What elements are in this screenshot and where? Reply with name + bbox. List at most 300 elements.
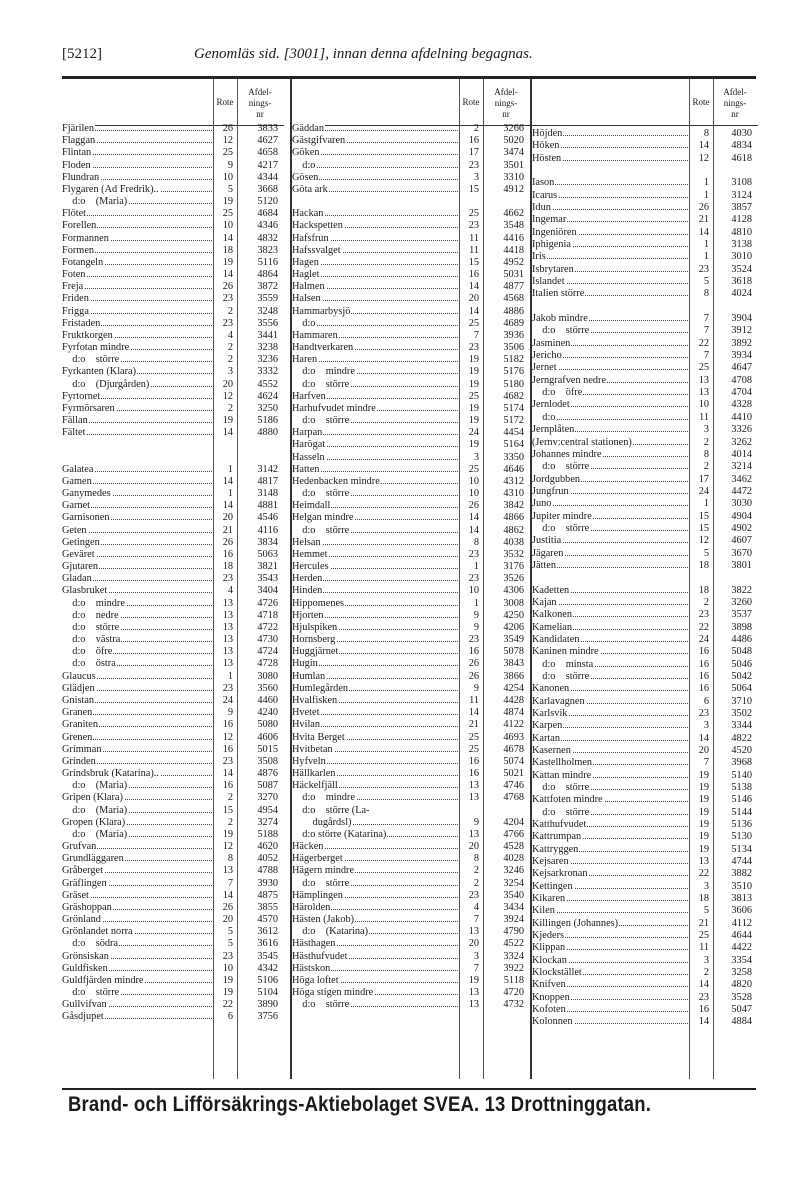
rote-value: 2: [227, 342, 233, 354]
block-name-text: Glaucus: [62, 670, 96, 682]
afdelning-value: 5078: [503, 646, 524, 658]
list-item: [532, 992, 758, 1004]
rote-value: 23: [468, 220, 479, 232]
block-name: [532, 362, 688, 373]
afdelning-value: 4766: [503, 828, 524, 840]
list-item: [62, 366, 284, 378]
list-item: [292, 585, 532, 597]
block-name: [292, 573, 458, 584]
list-item: [292, 890, 532, 902]
rote-value: 13: [698, 856, 709, 868]
list-item: [62, 525, 284, 537]
rote-value: 3: [703, 880, 709, 892]
block-name-text: Jasminen: [532, 337, 571, 349]
afdelning-value: 3540: [503, 889, 524, 901]
block-name: [62, 318, 212, 329]
rote-value: 4: [227, 329, 233, 341]
rote-value: 6: [227, 1011, 233, 1023]
block-name: [62, 792, 212, 803]
afdelning-value: 4627: [257, 135, 278, 147]
rote-value: 20: [468, 293, 479, 305]
block-name: [532, 498, 688, 509]
afdelning-value: 3912: [731, 325, 752, 337]
afdelning-value: 4454: [503, 427, 524, 439]
block-name: [292, 914, 458, 925]
list-item: [62, 902, 284, 914]
rote-value: 19: [698, 843, 709, 855]
block-name: [292, 269, 458, 280]
list-item: [292, 683, 532, 695]
rote-value: 13: [222, 634, 233, 646]
rote-value: 10: [468, 585, 479, 597]
afdelning-value: 3506: [503, 342, 524, 354]
afdelning-value: 3324: [503, 950, 524, 962]
block-name-text: Hercules: [292, 561, 329, 573]
afdelning-value: 4678: [503, 743, 524, 755]
afdelning-value: 3892: [731, 337, 752, 349]
list-item: [292, 914, 532, 926]
block-name: [292, 537, 458, 548]
afdelning-value: 3833: [257, 123, 278, 134]
rote-value: 23: [468, 159, 479, 171]
rote-value: 13: [222, 597, 233, 609]
block-name-text: Haren: [292, 354, 318, 366]
block-name: [532, 585, 688, 596]
block-name-text: Killingen (Johannes): [532, 917, 619, 929]
afdelning-value: 4684: [257, 208, 278, 220]
rote-value: 4: [473, 901, 479, 913]
footer-rule: [62, 1088, 756, 1090]
list-item: [292, 257, 532, 269]
block-name: [292, 500, 458, 511]
afdelning-value: 3545: [257, 950, 278, 962]
rote-value: 26: [698, 202, 709, 214]
block-name: [62, 878, 212, 889]
list-item: [532, 770, 758, 782]
afdelning-value: 4682: [503, 390, 524, 402]
afdelning-value: 3250: [257, 402, 278, 414]
list-item: [532, 659, 758, 671]
afdelning-value: 4312: [503, 475, 524, 487]
rote-value: 23: [222, 293, 233, 305]
list-item: [62, 732, 284, 744]
afdelning-value: 5180: [503, 378, 524, 390]
afdelning-value: 3890: [257, 999, 278, 1011]
afdelning-value: 4620: [257, 841, 278, 853]
rote-value: 1: [703, 251, 709, 263]
afdelning-value: 4204: [503, 816, 524, 828]
block-name: [292, 366, 458, 377]
afdelning-value: 4607: [731, 535, 752, 547]
block-name: [532, 745, 688, 756]
block-name-text: Grenen: [62, 731, 93, 743]
rote-value: 13: [222, 609, 233, 621]
block-name-text: Klockstället: [532, 967, 582, 979]
block-name: [532, 461, 688, 472]
block-name-text: Knoppen: [532, 991, 570, 1003]
rote-value: 2: [473, 123, 479, 134]
block-name: [292, 233, 458, 244]
block-name: [532, 720, 688, 731]
block-name: [532, 646, 688, 657]
block-name-text: Hornsberg: [292, 634, 336, 646]
rote-value: 25: [222, 147, 233, 159]
list-item: [62, 281, 284, 293]
list-item: [292, 951, 532, 963]
block-name: [532, 992, 688, 1003]
block-name-text: Gjutaren: [62, 561, 99, 573]
block-name: [532, 325, 688, 336]
list-item: [292, 379, 532, 391]
afdelning-value: 4658: [257, 147, 278, 159]
block-name: [62, 744, 212, 755]
block-name: [532, 708, 688, 719]
afdelning-value: 4722: [257, 621, 278, 633]
afdelning-value: 3842: [503, 500, 524, 512]
afdelning-value: 3548: [503, 220, 524, 232]
block-name: [62, 768, 212, 779]
block-name-text: Geväret: [62, 548, 95, 560]
rote-value: 11: [469, 244, 479, 256]
block-name-text: Kamelian: [532, 621, 573, 633]
block-name: [62, 890, 212, 901]
afdelning-value: 5047: [731, 1004, 752, 1016]
afdelning-value: 4310: [503, 488, 524, 500]
afdelning-value: 4128: [731, 214, 752, 226]
afdelning-value: 4546: [257, 512, 278, 524]
block-name: [292, 257, 458, 268]
list-item: [62, 975, 284, 987]
block-name: [532, 560, 688, 571]
block-name-text: d:o större: [532, 461, 590, 473]
afdelning-value: 3526: [503, 573, 524, 585]
rote-value: 23: [468, 548, 479, 560]
rote-value: 23: [468, 889, 479, 901]
block-name: [292, 646, 458, 657]
block-name-text: Gräflingen: [62, 877, 107, 889]
list-item: [292, 342, 532, 354]
rote-value: 23: [698, 991, 709, 1003]
block-name: [532, 535, 688, 546]
block-name: [292, 634, 458, 645]
rote-value: 20: [468, 938, 479, 950]
afdelning-value: 3142: [257, 463, 278, 475]
rote-value: 16: [698, 646, 709, 658]
afdelning-value: 4472: [731, 485, 752, 497]
list-item: [292, 938, 532, 950]
block-name-text: d:o minsta: [532, 658, 594, 670]
list-item: [292, 184, 532, 196]
afdelning-value: 4250: [503, 609, 524, 621]
rote-value: 10: [222, 220, 233, 232]
afdelning-value: 3260: [731, 596, 752, 608]
list-item: [62, 403, 284, 415]
afdelning-value: 4788: [257, 865, 278, 877]
block-name: [292, 318, 458, 329]
block-name: [532, 128, 688, 139]
block-name-text: Grindsbruk (Katarina)..: [62, 768, 159, 779]
rote-value: 2: [703, 461, 709, 473]
rote-value: 16: [222, 743, 233, 755]
block-name-text: d:o södra: [62, 938, 119, 950]
block-name-text: [532, 301, 533, 312]
list-item: [62, 658, 284, 670]
list-item: [62, 695, 284, 707]
block-name-text: Foten: [62, 269, 86, 281]
block-name-text: Grönlandet norra: [62, 926, 133, 938]
afdelning-value: 4822: [731, 732, 752, 744]
rote-value: 16: [698, 683, 709, 695]
block-name-text: Jätten: [532, 559, 557, 571]
block-name-text: dugårdsl): [292, 816, 352, 828]
list-item: [292, 792, 532, 804]
afdelning-value: 4904: [731, 510, 752, 522]
afdelning-value: 3138: [731, 239, 752, 251]
list-item: [62, 987, 284, 999]
rote-value: 25: [698, 362, 709, 374]
block-name: [532, 153, 688, 164]
block-name: [532, 831, 688, 842]
rote-value: 2: [227, 402, 233, 414]
block-name-text: Hafssvalget: [292, 244, 341, 256]
block-name: [532, 671, 688, 682]
block-name-text: Heimdall: [292, 500, 331, 512]
block-name: [62, 269, 212, 280]
afdelning-value: 4028: [503, 853, 524, 865]
block-name-text: Jernet: [532, 362, 557, 374]
list-item: [532, 190, 758, 202]
afdelning-value: 3080: [257, 670, 278, 682]
block-name: [532, 634, 688, 645]
list-item: [62, 220, 284, 232]
block-name-text: Kikaren: [532, 893, 566, 905]
rote-value: 7: [473, 914, 479, 926]
list-item: [292, 354, 532, 366]
afdelning-value: 4570: [257, 914, 278, 926]
block-name-text: Frigga: [62, 305, 89, 317]
block-name: [532, 1016, 688, 1027]
list-item: [292, 902, 532, 914]
rote-value: 16: [698, 1004, 709, 1016]
block-name-text: [62, 439, 63, 450]
afdelning-value: 3556: [257, 317, 278, 329]
block-name-text: Gladan: [62, 573, 92, 585]
afdelning-value: 5074: [503, 755, 524, 767]
rote-value: 19: [468, 354, 479, 366]
afdelning-value: 4866: [503, 512, 524, 524]
block-name-text: Hackspetten: [292, 220, 343, 232]
afdelning-value: 3248: [257, 305, 278, 317]
block-name: [532, 757, 688, 768]
rote-value: 2: [473, 877, 479, 889]
block-name: [62, 999, 212, 1010]
rote-value: 14: [222, 475, 233, 487]
list-item: [532, 745, 758, 757]
rote-value: 16: [468, 755, 479, 767]
block-name: [532, 807, 688, 818]
block-name-text: Flötet: [62, 208, 87, 220]
block-name-text: d:o: [292, 159, 316, 171]
list-item: [292, 512, 532, 524]
block-name-text: d:o (Maria): [62, 804, 128, 816]
block-name-text: Humlan: [292, 670, 326, 682]
list-item: [62, 805, 284, 817]
afdelning-value: 3532: [503, 548, 524, 560]
block-name-text: Hämplingen: [292, 889, 343, 901]
afdelning-value: 4693: [503, 731, 524, 743]
block-name: [62, 549, 212, 560]
rote-value: 3: [703, 424, 709, 436]
block-name-text: d:o (Maria): [62, 196, 128, 208]
rote-value: 10: [468, 475, 479, 487]
rote-value: 14: [698, 140, 709, 152]
rote-value: 5: [227, 183, 233, 195]
afdelning-value: 3462: [731, 473, 752, 485]
block-name-text: Friden: [62, 293, 89, 305]
block-name-text: Höga stigen mindre: [292, 987, 374, 999]
block-name-text: Harögat: [292, 439, 326, 451]
afdelning-value: 5048: [731, 646, 752, 658]
block-name-text: Fruktkorgen: [62, 329, 113, 341]
afdelning-value: 3508: [257, 755, 278, 767]
block-name-text: d:o större: [532, 782, 590, 794]
block-name-text: Idun: [532, 202, 551, 214]
list-item: [292, 756, 532, 768]
block-name-text: Grundläggaren: [62, 853, 124, 865]
rote-value: 17: [468, 147, 479, 159]
block-name: [62, 987, 212, 998]
rote-value: 8: [473, 536, 479, 548]
afdelning-value: 5046: [731, 658, 752, 670]
afdelning-value: 3668: [257, 183, 278, 195]
list-item: [532, 560, 758, 572]
afdelning-value: 4876: [257, 768, 278, 779]
rote-value: 9: [227, 707, 233, 719]
list-item: [62, 598, 284, 610]
block-name: [292, 147, 458, 158]
afdelning-value: 5120: [257, 196, 278, 208]
block-name-text: Katthufvudet: [532, 819, 587, 831]
afdelning-value: 4708: [731, 374, 752, 386]
afdelning-value: 4052: [257, 853, 278, 865]
afdelning-value: 4460: [257, 694, 278, 706]
afdelning-value: 3898: [731, 621, 752, 633]
block-name: [292, 780, 458, 791]
block-name: [532, 696, 688, 707]
list-item: [292, 878, 532, 890]
list-item: [292, 780, 532, 792]
list-item: [532, 375, 758, 387]
afdelning-value: 5182: [503, 354, 524, 366]
block-name-text: Flaggan: [62, 135, 96, 147]
block-name: [62, 330, 212, 341]
block-name-text: d:o större: [292, 415, 350, 427]
list-item: [292, 196, 532, 208]
block-name: [62, 841, 212, 852]
afdelning-value: 5106: [257, 974, 278, 986]
block-name: [292, 172, 458, 183]
list-item: [62, 512, 284, 524]
afdelning-value: 4240: [257, 707, 278, 719]
rote-value: 25: [468, 317, 479, 329]
rote-value: 8: [703, 128, 709, 139]
list-item: [292, 549, 532, 561]
afdelning-value: 3254: [503, 877, 524, 889]
rote-value: 8: [703, 448, 709, 460]
list-item: [532, 622, 758, 634]
afdelning-value: 3474: [503, 147, 524, 159]
rote-value: 19: [222, 256, 233, 268]
afdelning-value: 3332: [257, 366, 278, 378]
afdelning-value: 4790: [503, 926, 524, 938]
rote-value: 19: [698, 806, 709, 818]
block-name-text: d:o (Maria): [62, 780, 128, 792]
rote-value: 25: [468, 743, 479, 755]
block-name-text: Höga loftet: [292, 974, 339, 986]
afdelning-value: 4254: [503, 682, 524, 694]
rote-value: 7: [703, 757, 709, 769]
rote-value: 13: [222, 658, 233, 670]
block-name-text: d:o nedre: [62, 609, 119, 621]
column-divider: [713, 79, 714, 125]
list-item: [62, 646, 284, 658]
afdelning-value: 4647: [731, 362, 752, 374]
rote-value: 5: [227, 926, 233, 938]
block-name: [292, 805, 458, 816]
block-name-text: Gåsdjupet: [62, 1011, 104, 1023]
block-name: [532, 214, 688, 225]
block-name-text: Jordgubben: [532, 473, 581, 485]
afdelning-value: 5087: [257, 780, 278, 792]
afdelning-value: 4122: [503, 719, 524, 731]
block-name: [532, 770, 688, 781]
block-name: [292, 865, 458, 876]
block-name: [292, 999, 458, 1010]
afdelning-value: 5116: [257, 256, 278, 268]
afdelning-value: 4744: [731, 856, 752, 868]
afdelning-header: nings-: [494, 98, 518, 108]
list-item: [62, 391, 284, 403]
afdelning-value: 4817: [257, 475, 278, 487]
block-name-text: d:o västra: [62, 634, 121, 646]
block-name: [292, 671, 458, 682]
block-name-text: d:o större (Katarina): [292, 828, 387, 840]
list-item: [62, 573, 284, 585]
rote-value: 19: [222, 415, 233, 427]
block-name-text: Hagen: [292, 256, 319, 268]
afdelning-value: 3310: [503, 171, 524, 183]
block-name-text: Hammarbysjö: [292, 305, 351, 317]
block-name-text: Gripen (Klara): [62, 792, 123, 804]
rote-value: 23: [698, 609, 709, 621]
rote-value: 13: [698, 374, 709, 386]
list-item: [292, 330, 532, 342]
rote-value: 13: [468, 792, 479, 804]
rote-value: 13: [222, 621, 233, 633]
list-item: [532, 671, 758, 683]
block-name-text: Hägerberget: [292, 853, 343, 865]
block-name: [62, 829, 212, 840]
afdelning-value: 4624: [257, 390, 278, 402]
block-name: [62, 573, 212, 584]
list-item: [62, 184, 284, 196]
afdelning-value: 4416: [503, 232, 524, 244]
list-item: [532, 486, 758, 498]
block-name: [532, 881, 688, 892]
block-name: [292, 391, 458, 402]
list-item: [532, 585, 758, 597]
afdelning-value: 5140: [731, 769, 752, 781]
